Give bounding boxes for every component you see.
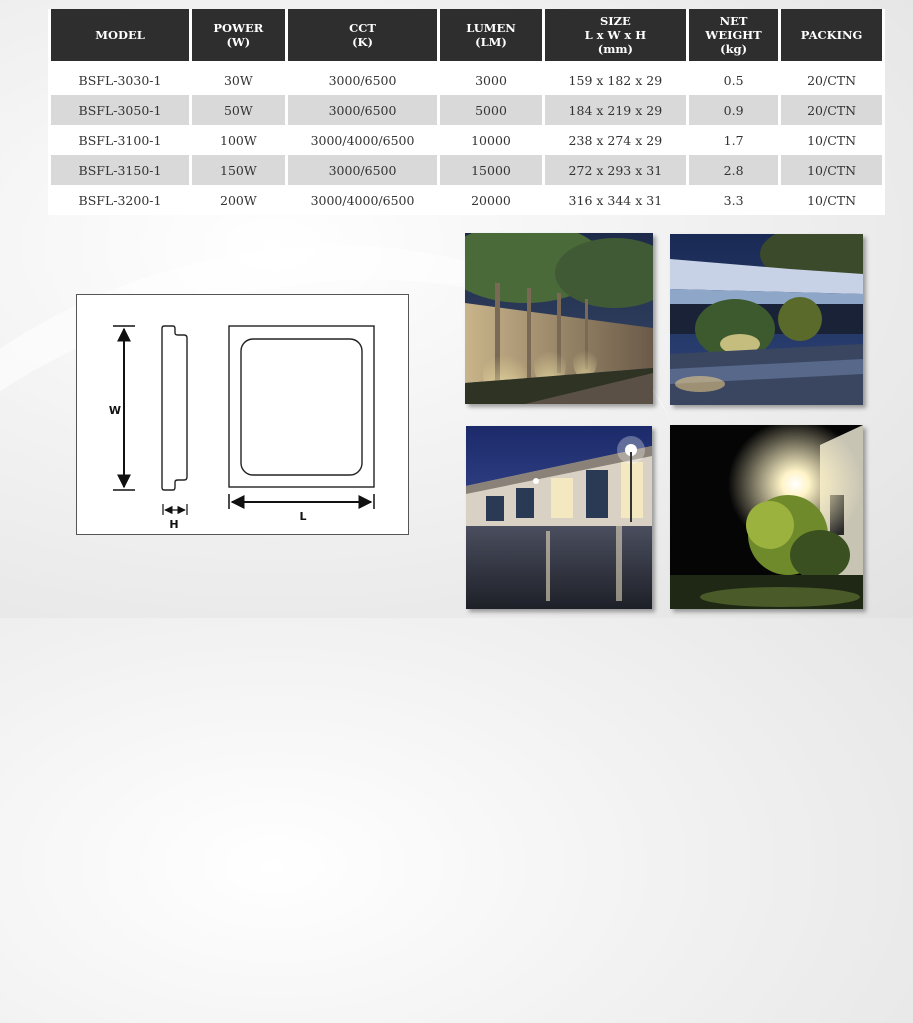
cell-cct: 3000/4000/6500 [310,132,415,148]
cell-cct: 3000/6500 [288,95,438,125]
cell-packing: 10/CTN [781,155,882,185]
spec-table [48,9,885,215]
length-label: L [299,510,307,523]
garden-terrace-photo [670,234,863,405]
width-label: W [108,404,122,417]
col-header-cct: CCT (K) [288,9,438,65]
cell-packing: 20/CTN [807,72,857,88]
col-header-size: SIZE L x W x H (mm) [545,9,686,65]
cell-weight: 0.9 [689,95,778,125]
cell-lumen: 20000 [471,192,511,208]
table-row [51,65,882,95]
cell-lumen: 5000 [440,95,541,125]
side-profile-outline [162,326,187,490]
cell-lumen: 3000 [475,72,507,88]
background-swoosh [0,137,777,1023]
cell-size: 184 x 219 x 29 [545,95,686,125]
table-row [51,125,882,155]
cell-lumen: 15000 [440,155,541,185]
cell-power: 30W [223,72,253,88]
cell-size: 159 x 182 x 29 [568,72,663,88]
cell-cct: 3000/4000/6500 [310,192,415,208]
height-dimension-arrow [163,504,187,515]
col-header-power: POWER (W) [192,9,285,65]
cell-power: 150W [192,155,285,185]
cell-weight: 2.8 [689,155,778,185]
cell-model: BSFL-3200-1 [78,192,162,208]
building-parking-photo [466,426,652,609]
cell-power: 200W [220,192,257,208]
table-row [51,155,882,185]
cell-lumen: 10000 [471,132,511,148]
cell-power: 50W [192,95,285,125]
cell-model: BSFL-3030-1 [78,72,162,88]
cell-size: 316 x 344 x 31 [568,192,663,208]
cell-cct: 3000/6500 [288,155,438,185]
cell-weight: 3.3 [723,192,744,208]
cell-packing: 10/CTN [807,192,857,208]
length-dimension-arrow [229,494,374,509]
cell-weight: 1.7 [723,132,744,148]
cell-size: 272 x 293 x 31 [545,155,686,185]
table-row [51,185,882,215]
table-header-row [51,9,882,65]
garden-wall-photo [465,233,653,404]
cell-packing: 20/CTN [781,95,882,125]
cell-model: BSFL-3100-1 [78,132,162,148]
house-garden-photo [670,425,863,609]
height-label: H [169,518,179,531]
col-header-weight: NET WEIGHT (kg) [689,9,778,65]
cell-packing: 10/CTN [807,132,857,148]
cell-power: 100W [220,132,257,148]
col-header-lumen: LUMEN (LM) [440,9,541,65]
col-header-packing: PACKING [781,9,882,65]
dimension-diagram [76,294,409,535]
cell-weight: 0.5 [723,72,744,88]
cell-model: BSFL-3050-1 [51,95,189,125]
front-view-frame [229,326,374,487]
cell-cct: 3000/6500 [328,72,397,88]
cell-size: 238 x 274 x 29 [568,132,663,148]
front-view-panel [241,339,362,475]
table-row [51,95,882,125]
col-header-model: MODEL [51,9,189,65]
cell-model: BSFL-3150-1 [51,155,189,185]
